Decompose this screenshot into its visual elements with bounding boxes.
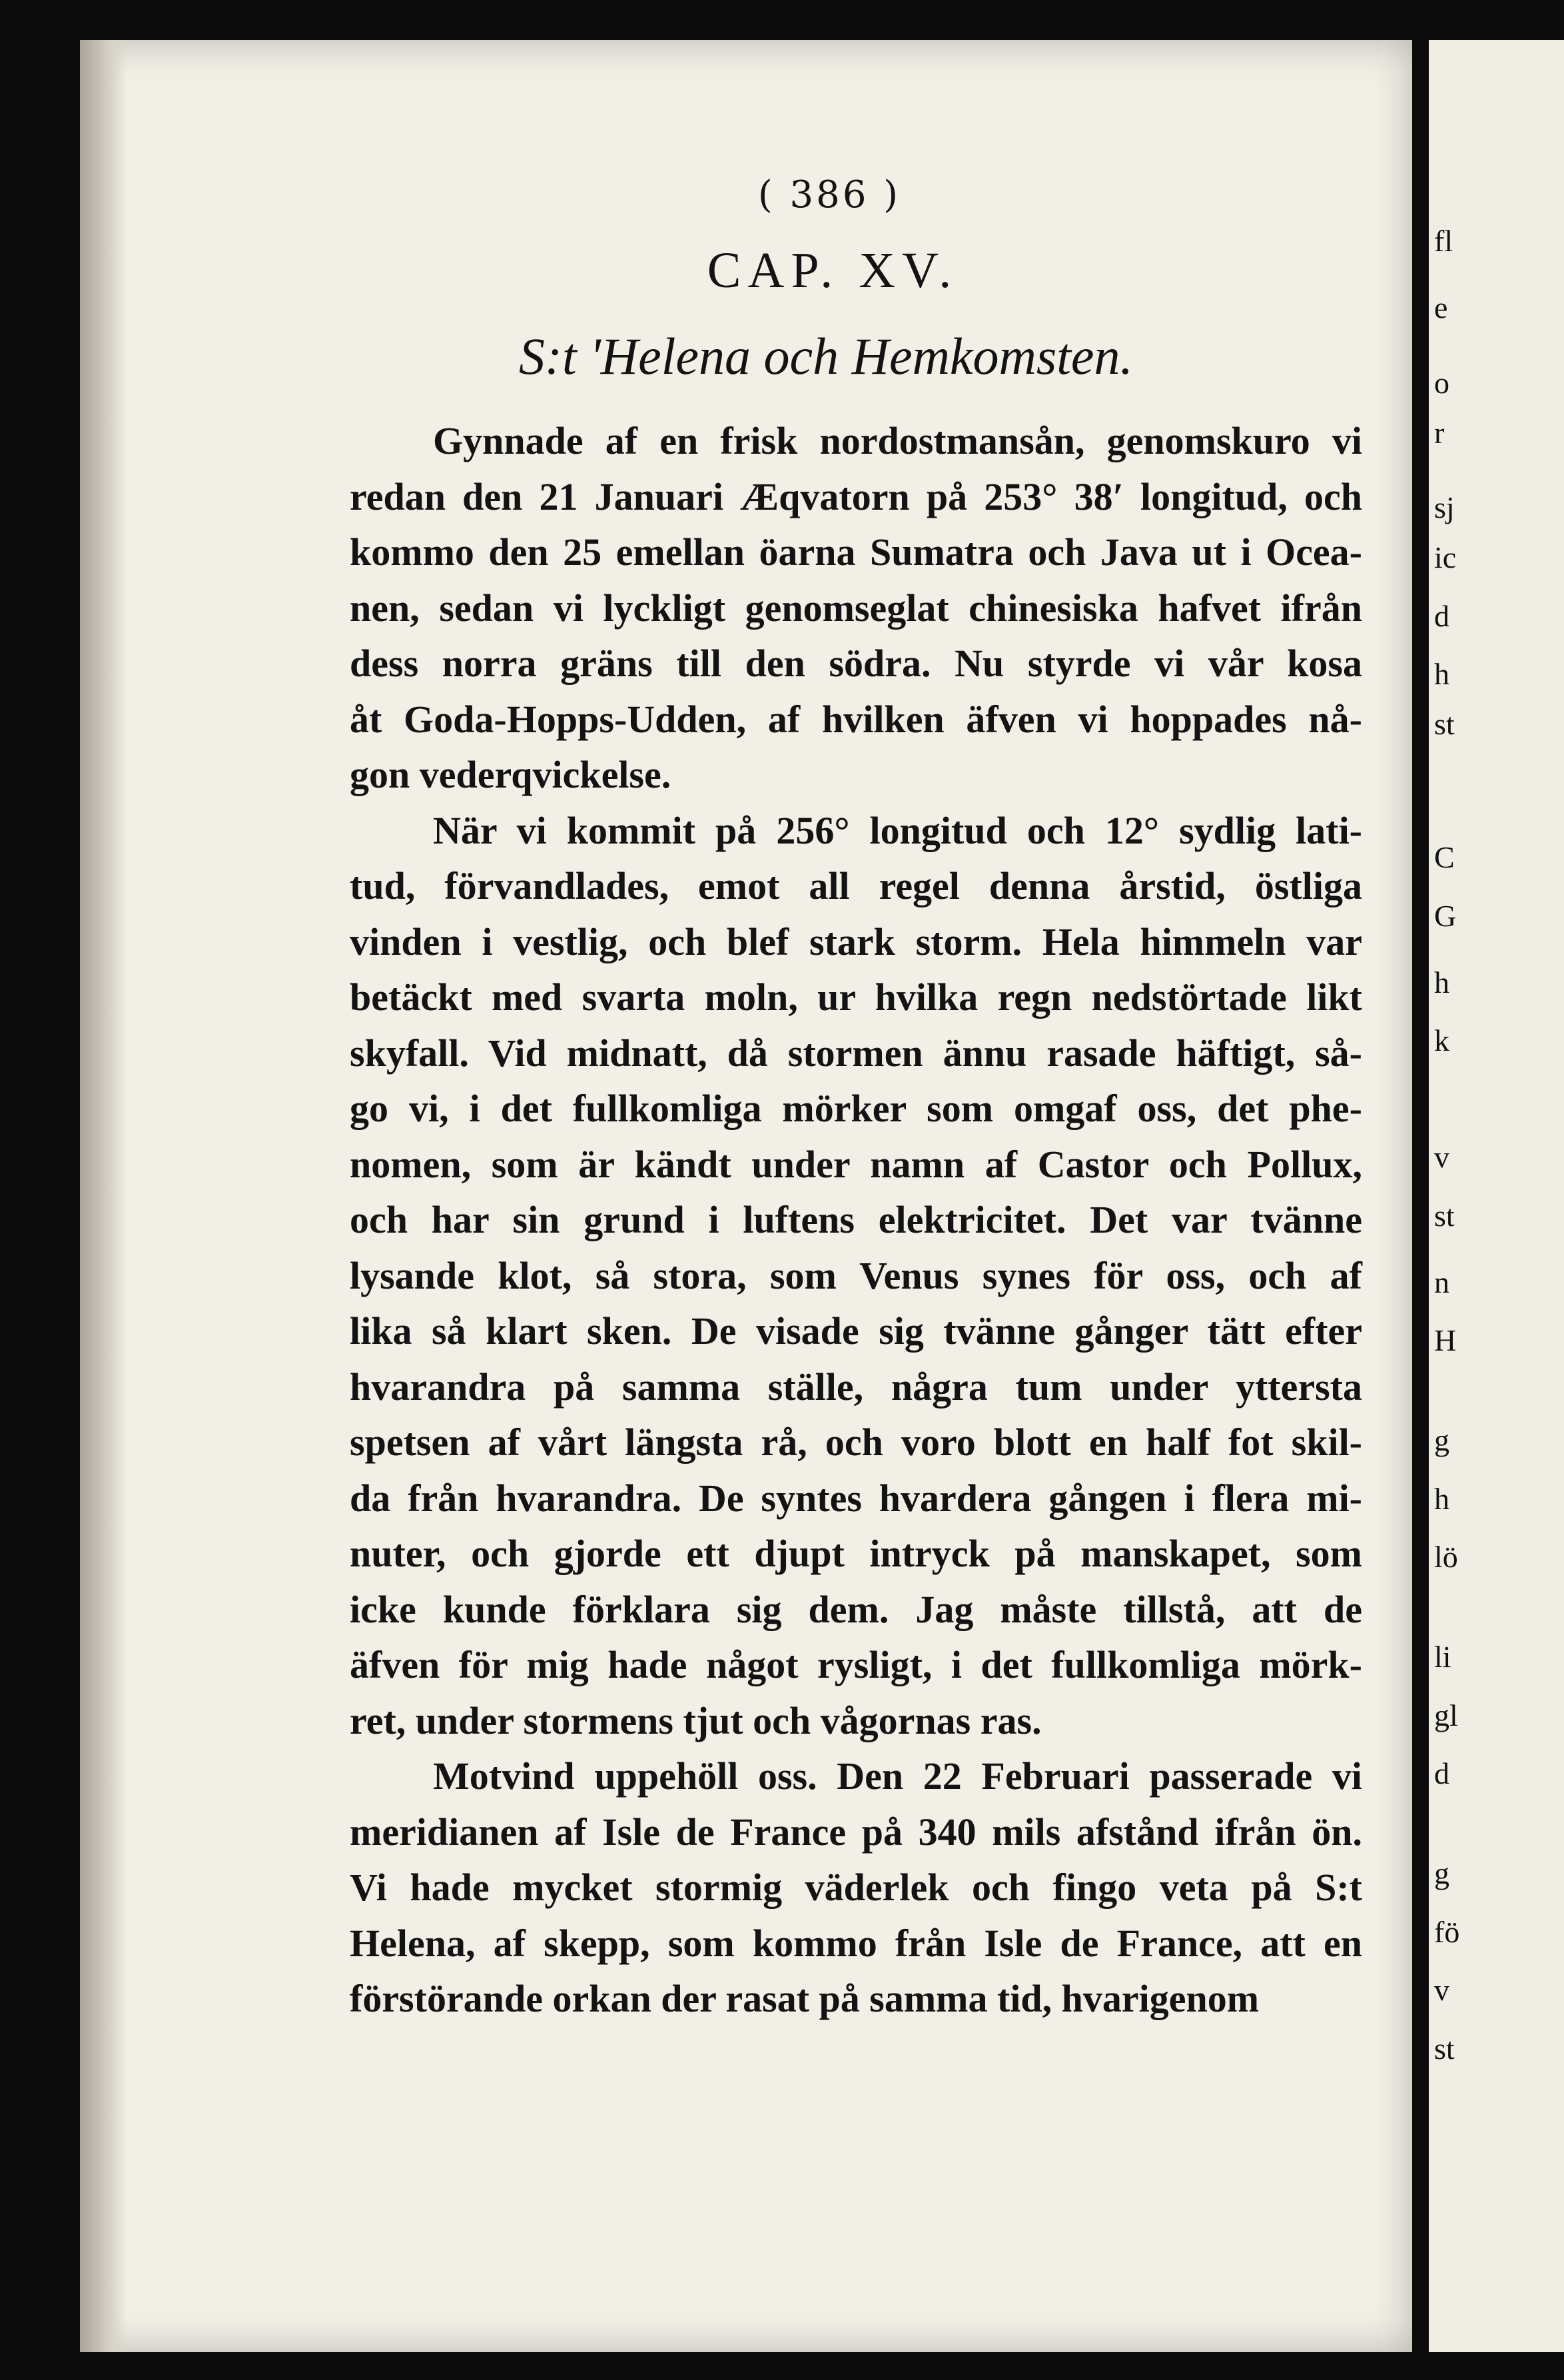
facing-page-fragment: G xyxy=(1434,898,1457,933)
text-line: gon vederqvickelse. xyxy=(350,753,671,796)
facing-page-fragment: k xyxy=(1434,1023,1449,1057)
paragraph xyxy=(350,803,1362,1749)
text-line: Helena, af skepp, som kommo från Isle de France, att en xyxy=(350,1921,1362,1965)
facing-page-fragment: C xyxy=(1434,840,1455,874)
facing-page-fragment: v xyxy=(1434,1140,1449,1174)
facing-page-fragment: g xyxy=(1434,1856,1449,1890)
facing-page-fragment: st xyxy=(1434,707,1455,741)
text-line: skyfall. Vid midnatt, då stormen ännu rasade häftigt, så- xyxy=(350,1031,1362,1075)
text-line: lika så klart sken. De visade sig tvänne gånger tätt efter xyxy=(350,1309,1362,1353)
facing-page-fragment: e xyxy=(1434,291,1448,324)
paragraph xyxy=(350,1748,1362,2027)
text-line: Vi hade mycket stormig väderlek och fingo veta på S:t xyxy=(350,1866,1362,1909)
text-line: och har sin grund i luftens elektricitet. Det var tvänne xyxy=(350,1198,1362,1241)
facing-page-fragment: d xyxy=(1434,1756,1449,1790)
text-line: nuter, och gjorde ett djupt intryck på manskapet, som xyxy=(350,1532,1362,1575)
facing-page-fragment: fl xyxy=(1434,224,1453,258)
page-text xyxy=(350,173,1362,2027)
chapter-heading: CAP. XV. xyxy=(707,243,959,298)
facing-page-fragment: gl xyxy=(1434,1698,1458,1732)
facing-page-fragment: h xyxy=(1434,657,1449,691)
text-line: åt Goda-Hopps-Udden, af hvilken äfven vi hoppades nå- xyxy=(350,697,1362,741)
text-line: dess norra gräns till den södra. Nu styrde vi vår kosa xyxy=(350,642,1362,685)
facing-page-fragment: v xyxy=(1434,1973,1449,2007)
facing-page-fragment: d xyxy=(1434,598,1449,633)
page-edge-shadow xyxy=(80,40,127,2352)
body-text xyxy=(350,413,1362,2027)
text-line: spetsen af vårt längsta rå, och voro blott en half fot skil- xyxy=(350,1421,1362,1464)
facing-page-fragment: o xyxy=(1434,365,1449,400)
facing-page-fragment: st xyxy=(1434,2031,1455,2066)
text-line: förstörande orkan der rasat på samma tid, hvarigenom xyxy=(350,1977,1260,2020)
text-line: vinden i vestlig, och blef stark storm. Hela himmeln var xyxy=(350,919,1362,963)
text-line: Motvind uppehöll oss. Den 22 Februari passerade vi xyxy=(433,1754,1362,1798)
facing-page-fragment: li xyxy=(1434,1640,1451,1674)
paragraph xyxy=(350,413,1362,803)
text-line: go vi, i det fullkomliga mörker som omgaf oss, det phe- xyxy=(350,1087,1362,1130)
text-line: lysande klot, så stora, som Venus synes för oss, och af xyxy=(350,1253,1362,1297)
facing-page-fragment: h xyxy=(1434,965,1449,999)
text-line: När vi kommit på 256° longitud och 12° sydlig lati- xyxy=(433,808,1362,852)
text-line: icke kunde förklara sig dem. Jag måste tillstå, att de xyxy=(350,1587,1362,1631)
text-line: tud, förvandlades, emot all regel denna årstid, östliga xyxy=(350,864,1362,907)
facing-page xyxy=(1429,40,1564,2352)
text-line: Gynnade af en frisk nordostmansån, genomskuro vi xyxy=(433,419,1362,462)
facing-page-fragment: st xyxy=(1434,1198,1455,1233)
text-line: ret, under stormens tjut och vågornas ras. xyxy=(350,1698,1042,1742)
text-line: redan den 21 Januari Æqvatorn på 253° 38′ longitud, och xyxy=(350,474,1362,518)
facing-page-fragment: n xyxy=(1434,1265,1449,1299)
text-line: nomen, som är kändt under namn af Castor och Pollux, xyxy=(350,1142,1362,1186)
page-number: ( 386 ) xyxy=(757,173,901,217)
text-line: betäckt med svarta moln, ur hvilka regn nedstörtade likt xyxy=(350,975,1362,1019)
text-line: hvarandra på samma ställe, några tum under yttersta xyxy=(350,1365,1362,1409)
chapter-title: S:t 'Helena och Hemkomsten. xyxy=(518,327,1134,385)
text-line: nen, sedan vi lyckligt genomseglat chinesiska hafvet ifrån xyxy=(350,586,1362,630)
facing-page-fragment: sj xyxy=(1434,490,1455,524)
facing-page-fragment: lö xyxy=(1434,1540,1458,1574)
facing-page-fragment: h xyxy=(1434,1481,1449,1516)
text-line: kommo den 25 emellan öarna Sumatra och Java ut i Ocea- xyxy=(350,530,1362,574)
text-line: da från hvarandra. De syntes hvardera gången i flera mi- xyxy=(350,1476,1362,1520)
facing-page-fragment: H xyxy=(1434,1323,1457,1357)
text-line: meridianen af Isle de France på 340 mils afstånd ifrån ön. xyxy=(350,1810,1362,1854)
facing-page-fragment: r xyxy=(1434,415,1445,450)
text-line: äfven för mig hade något rysligt, i det fullkomliga mörk- xyxy=(350,1643,1362,1686)
facing-page-fragment: g xyxy=(1434,1423,1449,1457)
facing-page-fragment: ic xyxy=(1434,540,1457,574)
facing-page-fragment: fö xyxy=(1434,1914,1460,1949)
